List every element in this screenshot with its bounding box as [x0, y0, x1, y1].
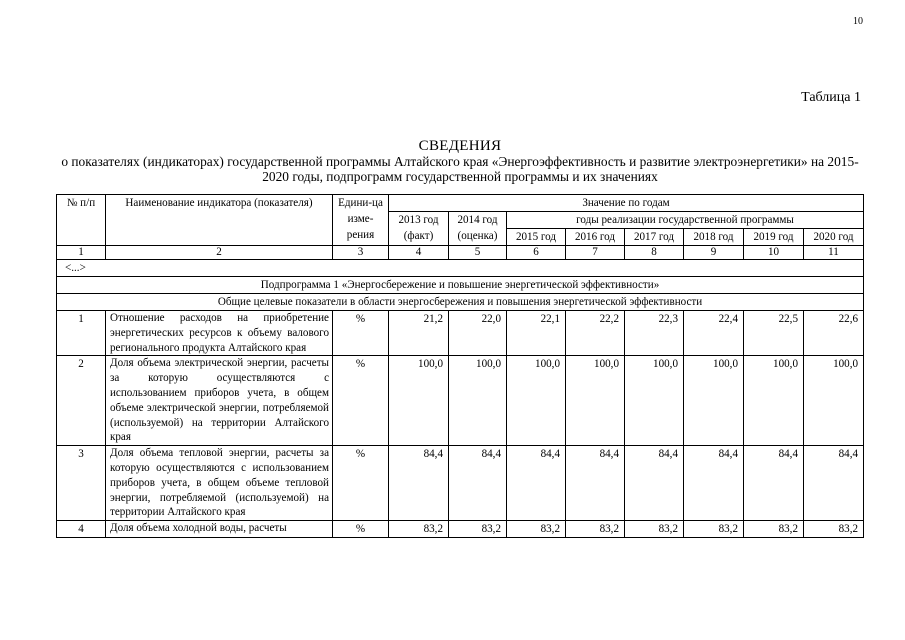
header-year: 2018 год — [684, 229, 744, 246]
row-value: 83,2 — [804, 521, 864, 538]
column-number: 9 — [684, 246, 744, 260]
table-label: Таблица 1 — [801, 90, 861, 105]
row-unit: % — [333, 311, 389, 356]
row-value: 22,0 — [449, 311, 507, 356]
header-unit: Едини-ца изме-рения — [333, 195, 389, 246]
header-name: Наименование индикатора (показателя) — [106, 195, 333, 246]
row-value: 84,4 — [744, 446, 804, 521]
row-value: 100,0 — [566, 356, 625, 446]
row-value: 83,2 — [744, 521, 804, 538]
column-number: 5 — [449, 246, 507, 260]
row-value: 84,4 — [449, 446, 507, 521]
document-heading — [60, 138, 860, 184]
table-row — [57, 311, 864, 356]
row-unit: % — [333, 446, 389, 521]
column-number: 2 — [106, 246, 333, 260]
row-value: 84,4 — [625, 446, 684, 521]
column-number: 10 — [744, 246, 804, 260]
header-year: 2016 год — [566, 229, 625, 246]
row-value: 84,4 — [507, 446, 566, 521]
header-row-1 — [57, 195, 864, 212]
row-value: 83,2 — [389, 521, 449, 538]
row-value: 83,2 — [449, 521, 507, 538]
row-num: 3 — [57, 446, 106, 521]
header-year: 2019 год — [744, 229, 804, 246]
row-value: 83,2 — [625, 521, 684, 538]
row-value: 84,4 — [804, 446, 864, 521]
page-number: 10 — [853, 16, 863, 27]
row-value: 100,0 — [507, 356, 566, 446]
row-name: Доля объема холодной воды, расчеты — [106, 521, 333, 538]
column-number: 4 — [389, 246, 449, 260]
row-value: 100,0 — [684, 356, 744, 446]
row-value: 84,4 — [684, 446, 744, 521]
column-number: 11 — [804, 246, 864, 260]
column-numbers-row — [57, 246, 864, 260]
header-year-2014: 2014 год (оценка) — [449, 212, 507, 246]
column-number: 6 — [507, 246, 566, 260]
row-value: 83,2 — [684, 521, 744, 538]
row-value: 100,0 — [744, 356, 804, 446]
row-value: 22,2 — [566, 311, 625, 356]
table-row — [57, 446, 864, 521]
row-value: 84,4 — [566, 446, 625, 521]
row-value: 100,0 — [804, 356, 864, 446]
section-title: Общие целевые показатели в области энергосбережения и повышения энергетической эффективности — [57, 294, 864, 311]
ellipsis-cell: <...> — [57, 260, 864, 277]
row-value: 100,0 — [625, 356, 684, 446]
subprogram-row — [57, 277, 864, 294]
row-value: 21,2 — [389, 311, 449, 356]
row-value: 22,6 — [804, 311, 864, 356]
row-value: 100,0 — [389, 356, 449, 446]
row-name: Доля объема тепловой энергии, расчеты за которую осуществляются с использованием приборов учета, в общем объеме тепловой энергии, потребляемой (используемой) на территории Алтайского края — [106, 446, 333, 521]
row-value: 22,3 — [625, 311, 684, 356]
row-value: 22,1 — [507, 311, 566, 356]
column-number: 7 — [566, 246, 625, 260]
row-unit: % — [333, 521, 389, 538]
column-number: 3 — [333, 246, 389, 260]
row-value: 83,2 — [507, 521, 566, 538]
heading-subtitle: о показателях (индикаторах) государственной программы Алтайского края «Энергоэффективность и развитие электроэнергетики» на 2015-2020 годы, подпрограмм государственной программы и их значениях — [61, 154, 859, 184]
row-value: 83,2 — [566, 521, 625, 538]
row-value: 22,5 — [744, 311, 804, 356]
row-name: Отношение расходов на приобретение энергетических ресурсов к объему валового регионального продукта Алтайского края — [106, 311, 333, 356]
header-year: 2015 год — [507, 229, 566, 246]
row-num: 2 — [57, 356, 106, 446]
row-num: 1 — [57, 311, 106, 356]
row-value: 84,4 — [389, 446, 449, 521]
row-num: 4 — [57, 521, 106, 538]
column-number: 1 — [57, 246, 106, 260]
row-name: Доля объема электрической энергии, расчеты за которую осуществляются с использованием приборов учета, в общем объеме электрической энергии, потребляемой (используемой) на территории Алтайского края — [106, 356, 333, 446]
row-value: 22,4 — [684, 311, 744, 356]
header-year: 2017 год — [625, 229, 684, 246]
section-row — [57, 294, 864, 311]
column-number: 8 — [625, 246, 684, 260]
header-num: № п/п — [57, 195, 106, 246]
header-program-years: годы реализации государственной программы — [507, 212, 864, 229]
header-values-by-year: Значение по годам — [389, 195, 864, 212]
row-unit: % — [333, 356, 389, 446]
subprogram-title: Подпрограмма 1 «Энергосбережение и повышение энергетической эффективности» — [57, 277, 864, 294]
row-value: 100,0 — [449, 356, 507, 446]
indicators-table — [56, 194, 864, 538]
table-row — [57, 521, 864, 538]
ellipsis-row — [57, 260, 864, 277]
header-year: 2020 год — [804, 229, 864, 246]
heading-title: СВЕДЕНИЯ — [418, 138, 502, 154]
table-row — [57, 356, 864, 446]
header-year-2013: 2013 год (факт) — [389, 212, 449, 246]
